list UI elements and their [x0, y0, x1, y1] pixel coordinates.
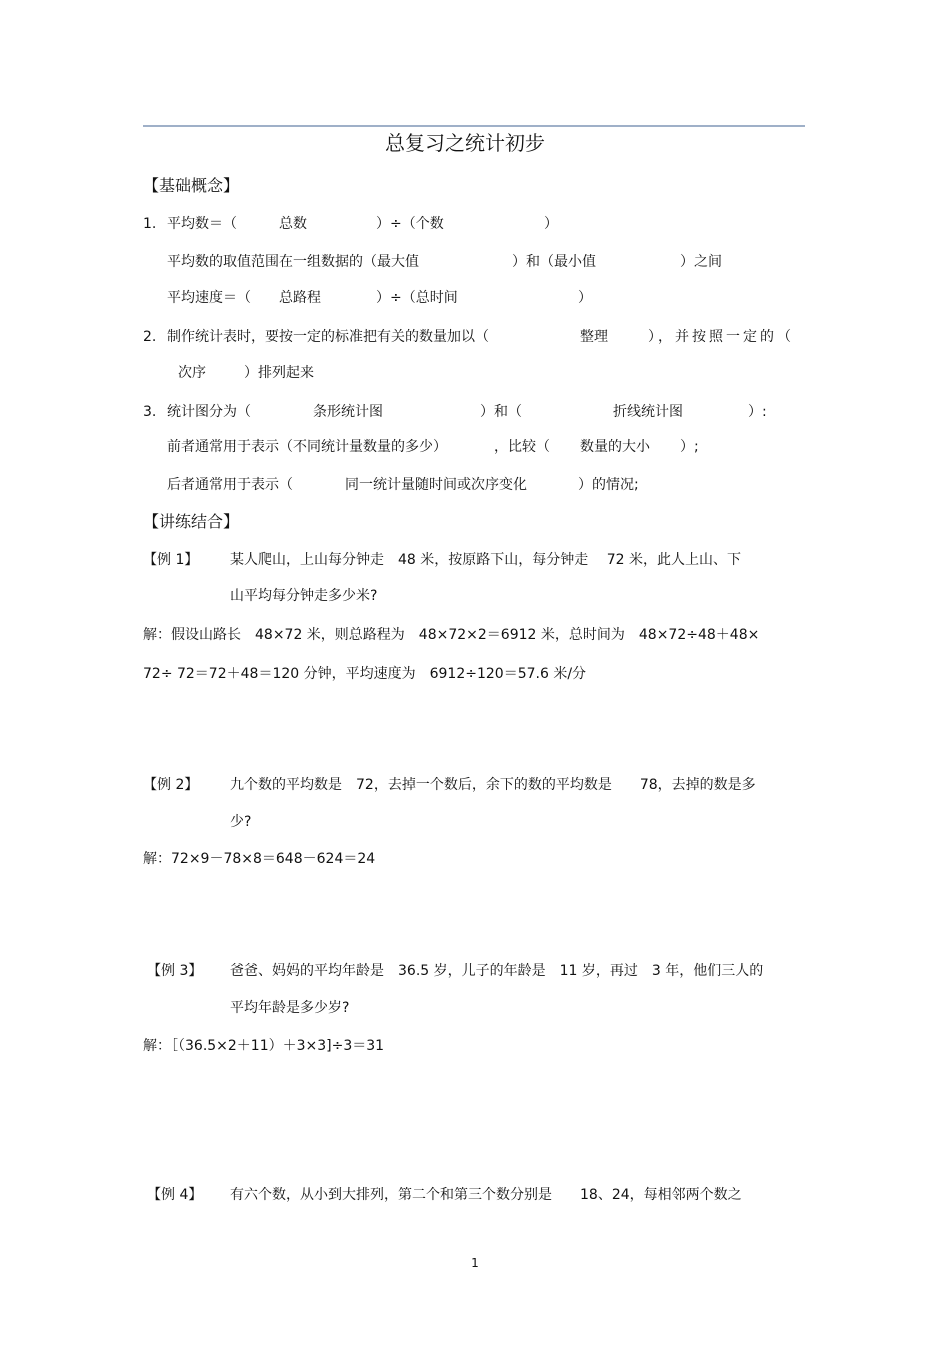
- example-2-question-line-2: 少?: [230, 814, 252, 830]
- section-basics: 【基础概念】: [143, 176, 240, 195]
- header-rule: [143, 125, 805, 127]
- page-number: 1: [471, 1256, 479, 1270]
- item-1-speed-c: ）÷（总时间: [376, 290, 458, 306]
- item-1-speed-answer: 总路程: [279, 290, 321, 306]
- item-3-latter-c: ）的情况;: [578, 477, 639, 493]
- item-1-text-d: ）: [544, 216, 558, 232]
- example-4-question-line-1: 有六个数，从小到大排列，第二个和第三个数分别是 18、24，每相邻两个数之: [230, 1187, 742, 1203]
- item-1-number: 1.: [143, 216, 157, 232]
- item-3-text-e: ）:: [748, 404, 767, 420]
- item-3-text-c: ）和（: [480, 404, 522, 420]
- item-2-answer-order: 次序: [178, 365, 206, 381]
- item-3-answer-bar-chart: 条形统计图: [313, 404, 383, 420]
- item-1-answer-total: 总数: [279, 216, 307, 232]
- section-practice: 【讲练结合】: [143, 512, 240, 531]
- example-1-tag: 【例 1】: [143, 552, 199, 568]
- item-1-speed-d: ）: [578, 290, 592, 306]
- example-3-tag: 【例 3】: [147, 963, 203, 979]
- item-1-range-b: ）和（最小值: [512, 254, 596, 270]
- item-1-range-c: ）之间: [680, 254, 722, 270]
- item-3-latter-a: 后者通常用于表示（: [167, 477, 293, 493]
- item-3-former-d: ）;: [680, 439, 699, 455]
- item-3-text-a: 统计图分为（: [167, 404, 251, 420]
- item-3-former-answer: 数量的大小: [580, 439, 650, 455]
- example-3-question-line-2: 平均年龄是多少岁?: [230, 1000, 350, 1016]
- example-1-solution-line-2: 72÷ 72＝72＋48＝120 分钟，平均速度为 6912÷120＝57.6 米/分: [143, 666, 587, 682]
- item-3-latter-answer: 同一统计量随时间或次序变化: [345, 477, 527, 493]
- example-1-solution-line-1: 解：假设山路长 48×72 米，则总路程为 48×72×2＝6912 米，总时间为 48×72÷48＋48×: [143, 627, 760, 643]
- item-1-range-a: 平均数的取值范围在一组数据的（最大值: [167, 254, 419, 270]
- example-3-question-line-1: 爸爸、妈妈的平均年龄是 36.5 岁，儿子的年龄是 11 岁，再过 3 年，他们三人的: [230, 963, 764, 979]
- item-1-text-a: 平均数＝（: [167, 216, 237, 232]
- item-3-answer-line-chart: 折线统计图: [613, 404, 683, 420]
- item-2-answer-organize: 整理: [580, 329, 608, 345]
- item-2-text-c: ），并按照一定的（: [648, 329, 794, 345]
- item-1-speed-a: 平均速度＝（: [167, 290, 251, 306]
- example-1-question-line-2: 山平均每分钟走多少米?: [230, 588, 378, 604]
- item-1-text-c: ）÷（个数: [376, 216, 444, 232]
- example-4-tag: 【例 4】: [147, 1187, 203, 1203]
- item-3-number: 3.: [143, 404, 157, 420]
- example-1-question-line-1: 某人爬山，上山每分钟走 48 米，按原路下山，每分钟走 72 米，此人上山、下: [230, 552, 741, 568]
- page-title: 总复习之统计初步: [385, 131, 545, 155]
- example-2-tag: 【例 2】: [143, 777, 199, 793]
- item-2-number: 2.: [143, 329, 157, 345]
- item-3-former-b: ，比较（: [494, 439, 550, 455]
- item-2-text-e: ）排列起来: [244, 365, 314, 381]
- item-2-text-a: 制作统计表时，要按一定的标准把有关的数量加以（: [167, 329, 489, 345]
- example-2-question-line-1: 九个数的平均数是 72，去掉一个数后，余下的数的平均数是 78，去掉的数是多: [230, 777, 756, 793]
- item-3-former-a: 前者通常用于表示（不同统计量数量的多少）: [167, 439, 447, 455]
- example-2-solution: 解：72×9－78×8＝648－624＝24: [143, 851, 376, 867]
- example-3-solution: 解：［（36.5×2＋11）＋3×3]÷3＝31: [143, 1038, 385, 1054]
